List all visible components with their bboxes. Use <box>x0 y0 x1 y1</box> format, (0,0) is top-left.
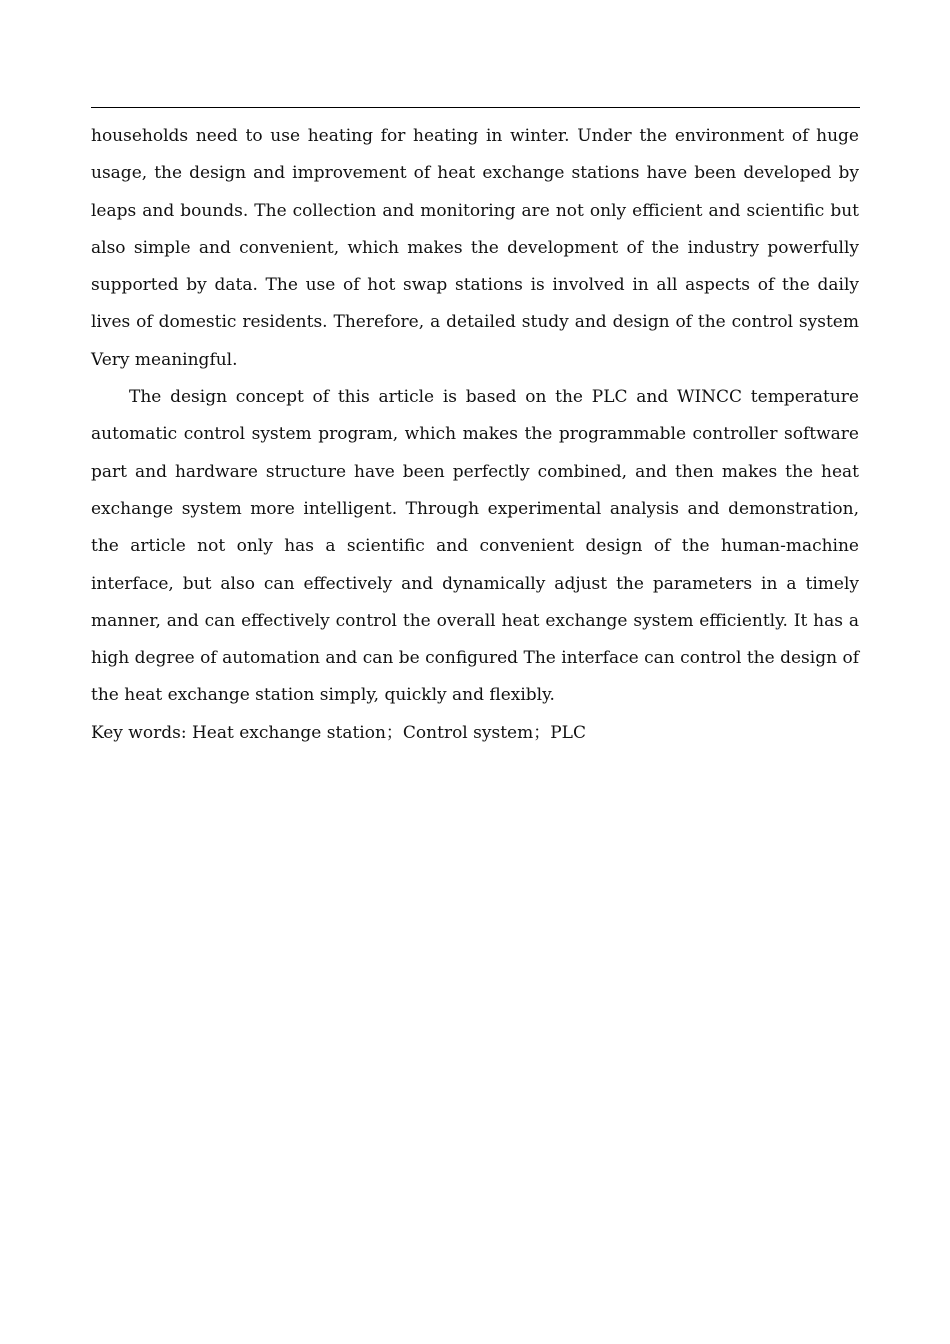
keyword-item: Control system <box>402 722 534 743</box>
keywords-label: Key words: <box>91 722 192 743</box>
abstract-body <box>91 118 859 752</box>
keyword-item: PLC <box>550 722 586 743</box>
keyword-separator: ； <box>533 722 551 743</box>
abstract-paragraph-1: households need to use heating for heating in winter. Under the environment of huge usage, the design and improvement of heat exchange stations have been developed by leaps and bounds. The collection and monitoring are not only efficient and scientific but also simple and convenient, which makes the development of the industry powerfully supported by data. The use of hot swap stations is involved in all aspects of the daily lives of domestic residents. Therefore, a detailed study and design of the control system Very meaningful. <box>91 126 859 370</box>
keywords-line <box>91 715 859 752</box>
keyword-separator: ； <box>385 722 403 743</box>
keyword-item: Heat exchange station <box>191 722 386 743</box>
header-rule <box>91 107 860 108</box>
abstract-paragraph-2: The design concept of this article is based on the PLC and WINCC temperature automatic control system program, which makes the programmable controller software part and hardware structure have been perfectly combined, and then makes the heat exchange system more intelligent. Through experimental analysis and demonstration, the article not only has a scientific and convenient design of the human-machine interface, but also can effectively and dynamically adjust the parameters in a timely manner, and can effectively control the overall heat exchange system efficiently. It has a high degree of automation and can be configured The interface can control the design of the heat exchange station simply, quickly and flexibly. <box>91 387 859 706</box>
